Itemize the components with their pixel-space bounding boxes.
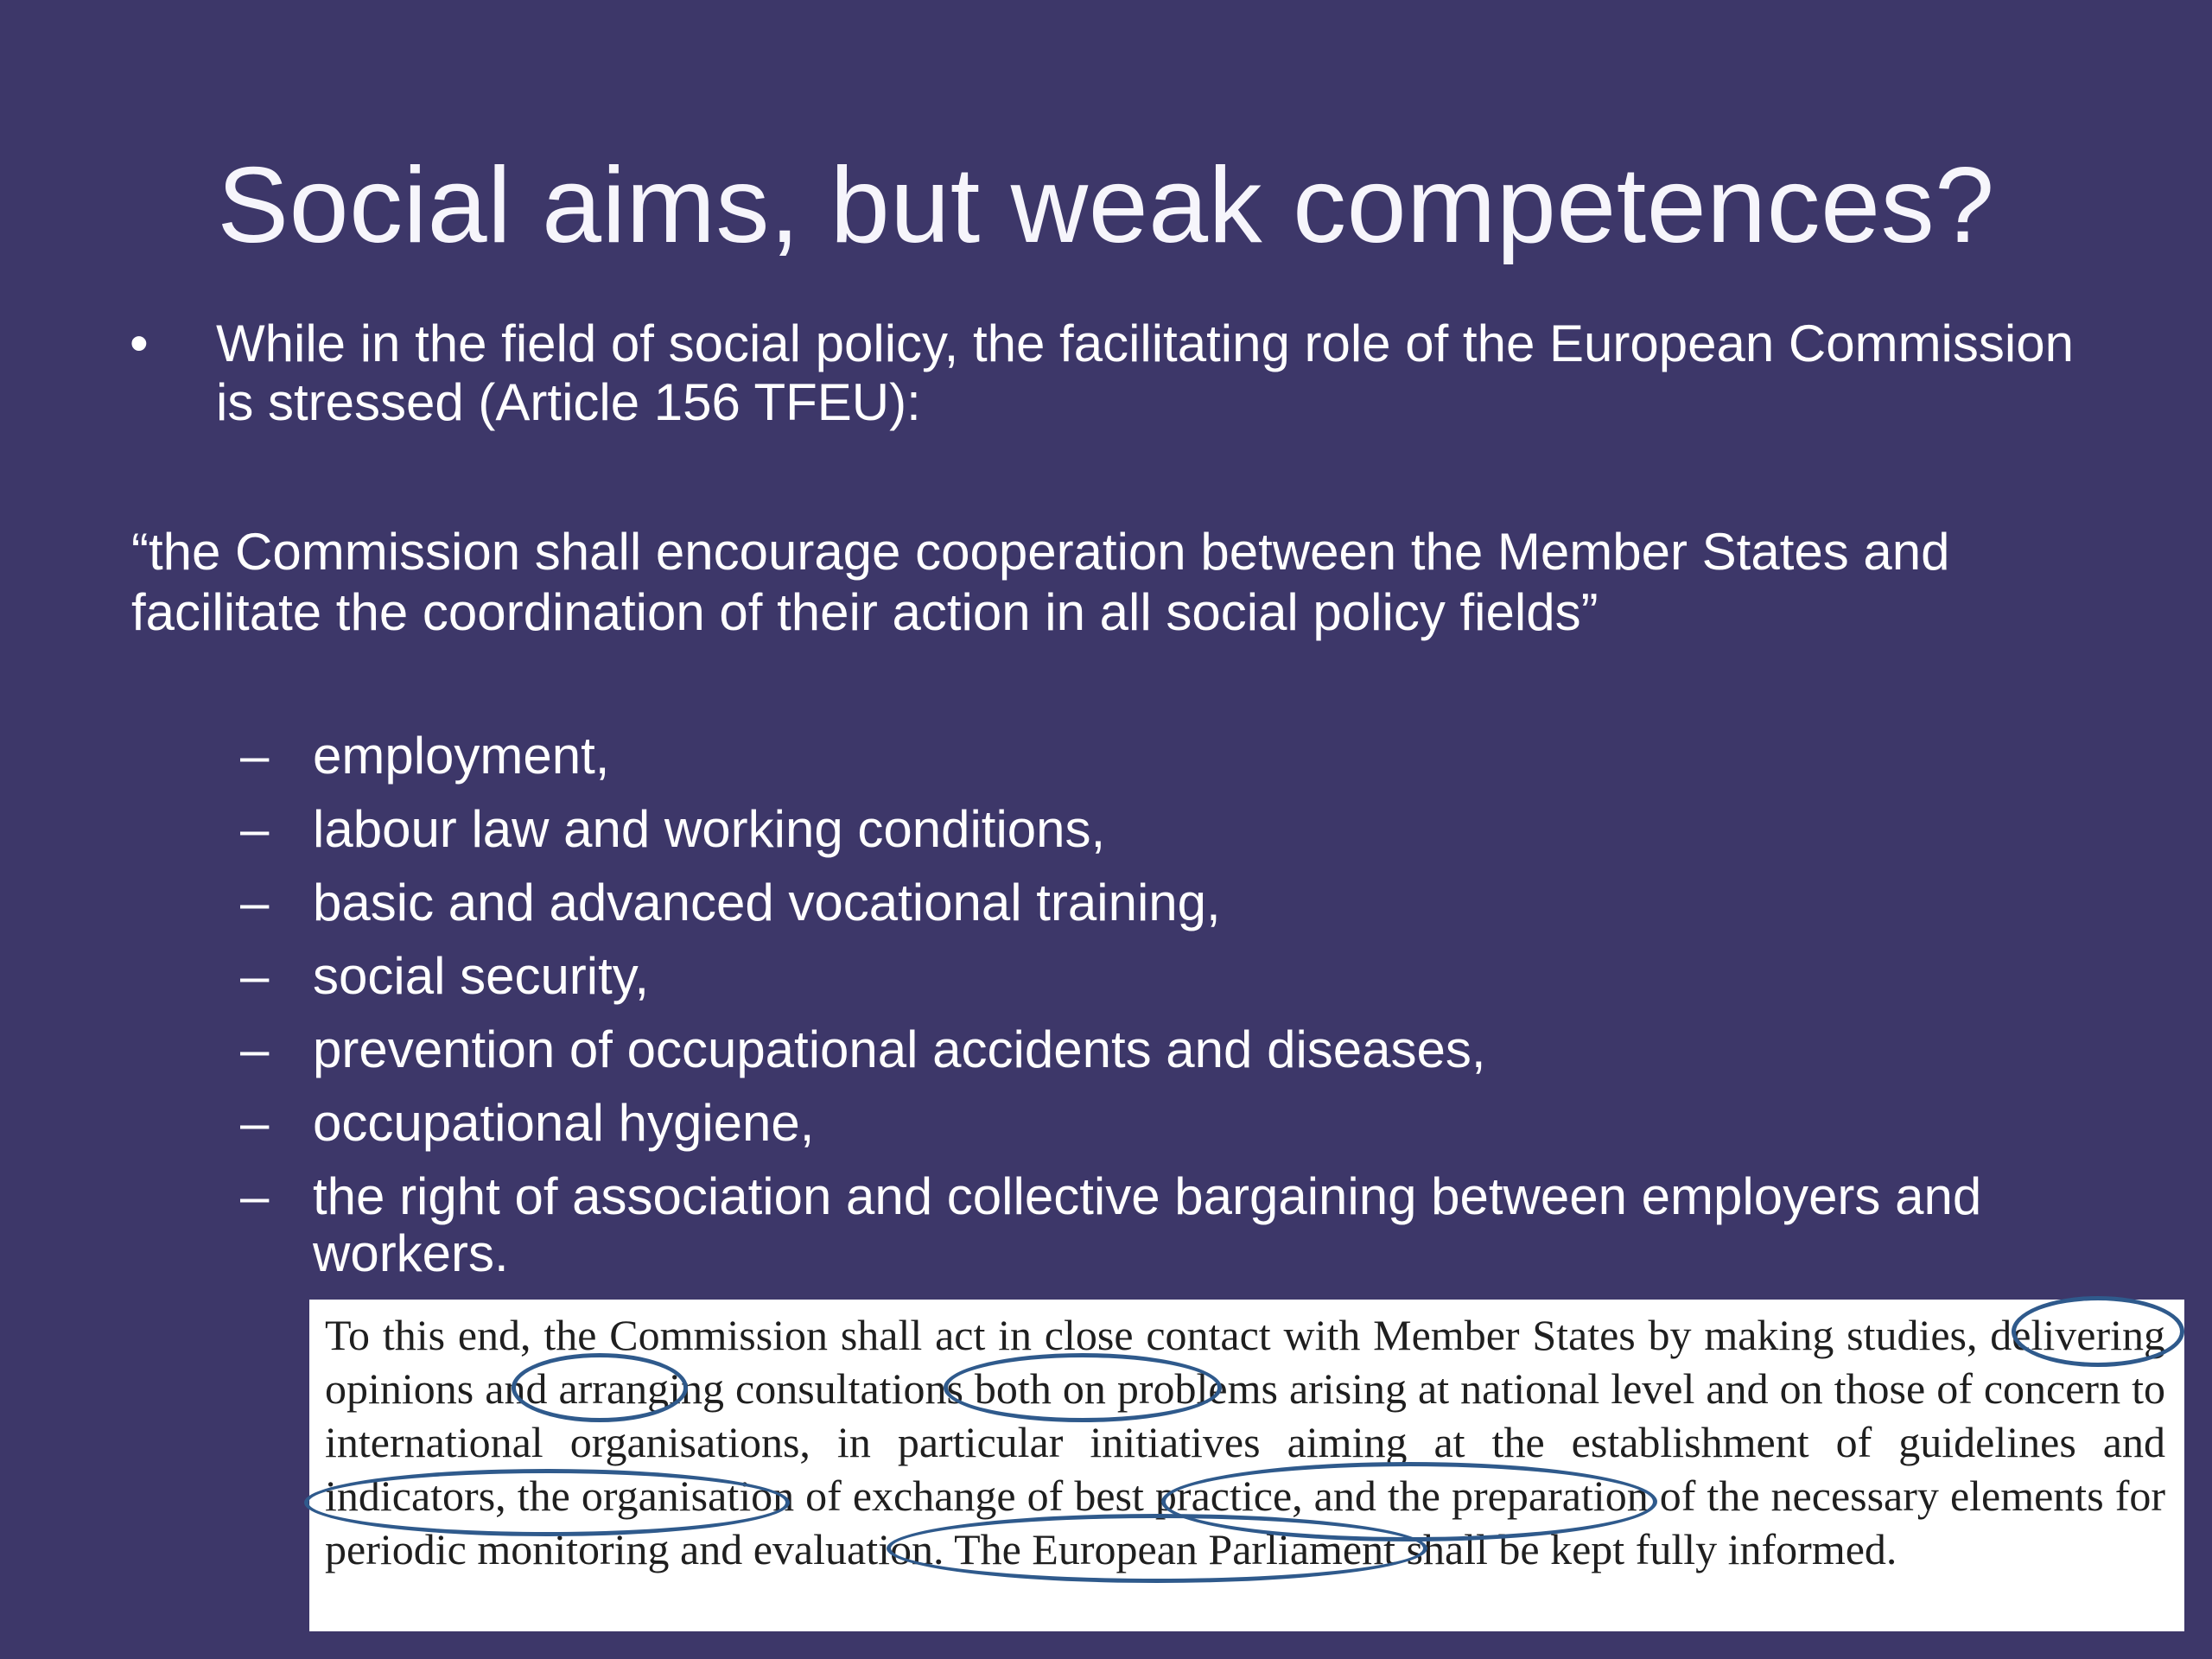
slide-title: Social aims, but weak competences? — [217, 146, 1995, 265]
list-item-text: employment, — [313, 727, 610, 785]
dash-marker: – — [240, 800, 270, 858]
dash-marker: – — [240, 1167, 270, 1225]
list-item-text: social security, — [313, 947, 650, 1005]
highlight-ring-studies — [2012, 1296, 2184, 1367]
list-item-text: occupational hygiene, — [313, 1094, 815, 1152]
social-policy-fields-list — [240, 728, 2141, 1299]
dash-marker: – — [240, 1020, 270, 1078]
dash-marker: – — [240, 874, 270, 931]
highlight-ring-consultations — [944, 1353, 1222, 1422]
list-item — [240, 948, 2141, 1005]
treaty-extract-text: To this end, the Commission shall act in close contact with Member States by making studies, delivering opinions and arranging consultations both on problems arising at national level and on those of concern to international organisations, in particular initiatives aiming at the establishment of guidelines and indicators, the organisation of exchange of best practice, and the preparation of the necessary elements for periodic monitoring and evaluation. The European Parliament shall be kept fully informed. — [325, 1311, 2165, 1573]
list-item-text: labour law and working conditions, — [313, 800, 1106, 858]
treaty-quote: “the Commission shall encourage cooperation between the Member States and facilitate the coordination of their action in all social policy fields” — [131, 523, 1950, 641]
list-item — [240, 801, 2141, 858]
dash-marker: – — [240, 1094, 270, 1152]
highlight-ring-opinions — [512, 1353, 688, 1422]
list-item-text: the right of association and collective bargaining between employers and workers. — [313, 1167, 1982, 1282]
bullet-marker: • — [130, 314, 149, 373]
bullet-text: While in the field of social policy, the facilitating role of the European Commission is stressed (Article 156 TFEU): — [216, 315, 2074, 431]
dash-marker: – — [240, 947, 270, 1005]
list-item — [240, 728, 2141, 785]
highlight-ring-monitoring-and-evaluation — [887, 1514, 1427, 1583]
list-item — [240, 874, 2141, 931]
list-item — [240, 1168, 2141, 1282]
list-item-text: prevention of occupational accidents and diseases, — [313, 1020, 1486, 1078]
highlight-ring-guidelines-and-indicators — [304, 1469, 790, 1536]
list-item — [240, 1095, 2141, 1152]
list-item — [240, 1021, 2141, 1078]
dash-marker: – — [240, 727, 270, 785]
list-item-text: basic and advanced vocational training, — [313, 874, 1221, 931]
treaty-extract-box — [309, 1300, 2184, 1631]
